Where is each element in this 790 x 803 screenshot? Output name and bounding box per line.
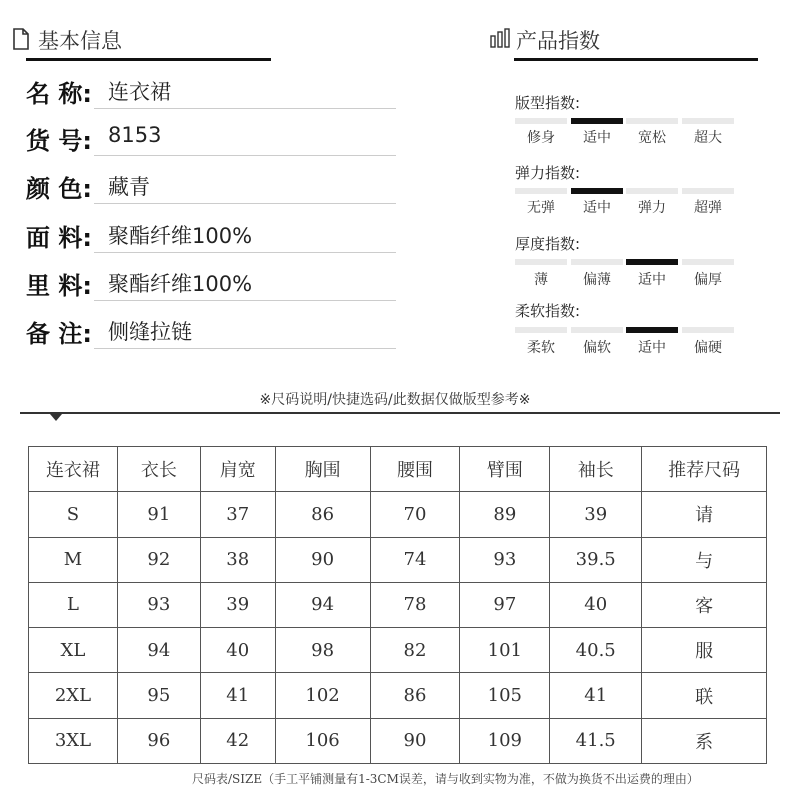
table-cell: 94 (275, 582, 370, 627)
table-cell: 系 (642, 718, 767, 763)
table-cell: 联 (642, 673, 767, 718)
table-cell: 86 (370, 673, 460, 718)
index-segment-selected (626, 327, 678, 333)
table-cell: 40 (550, 582, 642, 627)
index-option: 适中 (638, 272, 666, 288)
table-cell: 38 (200, 537, 275, 582)
table-cell: 106 (275, 718, 370, 763)
index-option: 偏软 (583, 340, 611, 356)
size-table-footnote: 尺码表/SIZE（手工平铺测量有1-3CM误差，请与收到实物为准，不做为换货不出运费的理由） (192, 772, 699, 786)
table-row (29, 582, 767, 627)
table-cell: 92 (117, 537, 200, 582)
table-row (29, 537, 767, 582)
index-option: 宽松 (638, 130, 666, 146)
index-segment (515, 327, 567, 333)
table-cell: S (29, 492, 118, 537)
index-label: 厚度指数: (515, 235, 581, 253)
table-header-cell: 推荐尺码 (642, 447, 767, 492)
index-option: 超大 (694, 130, 722, 146)
index-option: 弹力 (638, 200, 666, 216)
table-cell: XL (29, 628, 118, 673)
table-cell: 93 (460, 537, 550, 582)
table-cell: 94 (117, 628, 200, 673)
product-index-underline (514, 58, 758, 61)
index-segment (515, 118, 567, 124)
table-cell: 78 (370, 582, 460, 627)
index-segment (682, 259, 734, 265)
table-cell: 93 (117, 582, 200, 627)
product-index-title: 产品指数 (516, 29, 600, 53)
index-segment (682, 118, 734, 124)
table-cell: 40 (200, 628, 275, 673)
table-cell: 39 (200, 582, 275, 627)
info-label: 货 号: (26, 127, 92, 155)
table-cell: 2XL (29, 673, 118, 718)
index-option: 无弹 (527, 200, 555, 216)
table-cell: 96 (117, 718, 200, 763)
index-segment-selected (571, 118, 623, 124)
info-value: 8153 (108, 123, 162, 147)
info-value: 聚酯纤维100% (108, 272, 253, 296)
index-label: 版型指数: (515, 94, 581, 112)
table-cell: 82 (370, 628, 460, 673)
divider (94, 252, 396, 253)
size-note: ※尺码说明/快捷选码/此数据仅做版型参考※ (259, 392, 531, 408)
table-cell: 89 (460, 492, 550, 537)
info-label: 名 称: (26, 80, 92, 108)
table-cell: 98 (275, 628, 370, 673)
table-cell: 101 (460, 628, 550, 673)
table-row (29, 673, 767, 718)
table-cell: 86 (275, 492, 370, 537)
table-row (29, 628, 767, 673)
table-cell: 服 (642, 628, 767, 673)
index-label: 弹力指数: (515, 164, 581, 182)
table-row (29, 718, 767, 763)
table-cell: 41 (550, 673, 642, 718)
table-header-row (29, 447, 767, 492)
index-segment-selected (571, 188, 623, 194)
divider (94, 108, 396, 109)
basic-info-underline (26, 58, 271, 61)
table-cell: 91 (117, 492, 200, 537)
index-segment (682, 188, 734, 194)
info-label: 面 料: (26, 224, 92, 252)
info-value: 藏青 (108, 175, 150, 199)
index-option: 薄 (534, 272, 548, 288)
table-cell: 105 (460, 673, 550, 718)
info-value: 聚酯纤维100% (108, 224, 253, 248)
divider (94, 155, 396, 156)
table-cell: 97 (460, 582, 550, 627)
table-cell: 74 (370, 537, 460, 582)
index-option: 偏薄 (583, 272, 611, 288)
table-cell: 102 (275, 673, 370, 718)
bar-chart-icon (490, 28, 512, 52)
table-cell: 41 (200, 673, 275, 718)
table-header-cell: 臂围 (460, 447, 550, 492)
index-option: 柔软 (527, 340, 555, 356)
table-header-cell: 肩宽 (200, 447, 275, 492)
table-header-cell: 连衣裙 (29, 447, 118, 492)
index-label: 柔软指数: (515, 302, 581, 320)
info-label: 备 注: (26, 320, 92, 348)
table-cell: 90 (370, 718, 460, 763)
table-cell: 40.5 (550, 628, 642, 673)
table-cell: 与 (642, 537, 767, 582)
table-header-cell: 胸围 (275, 447, 370, 492)
table-cell: 请 (642, 492, 767, 537)
table-cell: 客 (642, 582, 767, 627)
index-option: 适中 (583, 200, 611, 216)
section-divider (20, 412, 780, 414)
size-table (28, 446, 767, 764)
index-segment-selected (626, 259, 678, 265)
index-segment (515, 188, 567, 194)
table-cell: 109 (460, 718, 550, 763)
table-header-cell: 袖长 (550, 447, 642, 492)
table-cell: 39 (550, 492, 642, 537)
divider (94, 203, 396, 204)
index-option: 偏厚 (694, 272, 722, 288)
index-segment (626, 118, 678, 124)
table-cell: 90 (275, 537, 370, 582)
index-option: 适中 (583, 130, 611, 146)
table-cell: 37 (200, 492, 275, 537)
table-cell: 3XL (29, 718, 118, 763)
document-icon (12, 28, 30, 54)
table-cell: 39.5 (550, 537, 642, 582)
info-value: 连衣裙 (108, 80, 171, 104)
info-label: 颜 色: (26, 175, 92, 203)
table-cell: L (29, 582, 118, 627)
table-header-cell: 腰围 (370, 447, 460, 492)
index-option: 偏硬 (694, 340, 722, 356)
index-segment (571, 259, 623, 265)
table-cell: 42 (200, 718, 275, 763)
table-header-cell: 衣长 (117, 447, 200, 492)
info-label: 里 料: (26, 272, 92, 300)
divider-pointer-icon (50, 414, 62, 421)
table-row (29, 492, 767, 537)
table-cell: M (29, 537, 118, 582)
divider (94, 348, 396, 349)
index-segment (571, 327, 623, 333)
info-value: 侧缝拉链 (108, 320, 192, 344)
index-segment (515, 259, 567, 265)
index-option: 适中 (638, 340, 666, 356)
index-option: 修身 (527, 130, 555, 146)
index-option: 超弹 (694, 200, 722, 216)
basic-info-title: 基本信息 (38, 29, 122, 53)
index-segment (682, 327, 734, 333)
divider (94, 300, 396, 301)
table-cell: 95 (117, 673, 200, 718)
index-segment (626, 188, 678, 194)
table-cell: 70 (370, 492, 460, 537)
table-cell: 41.5 (550, 718, 642, 763)
